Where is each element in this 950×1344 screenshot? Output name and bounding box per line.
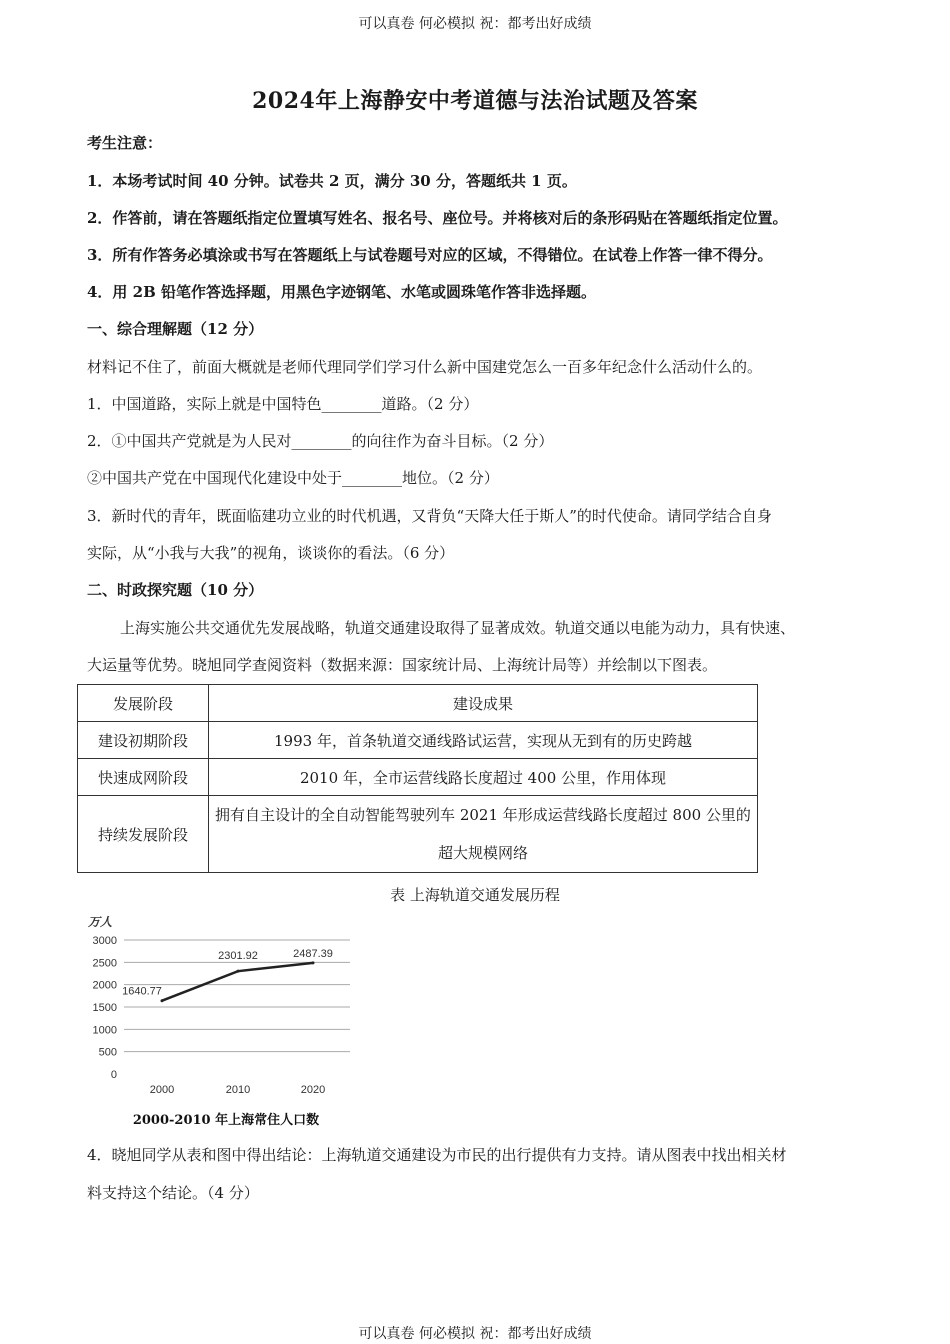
table-cell: 1993 年，首条轨道交通线路试运营，实现从无到有的历史跨越 [209,722,758,759]
question-1: 1．中国道路，实际上就是中国特色________道路。（2 分） [87,395,479,413]
page-header: 可以真卷 何必模拟 祝：都考出好成绩 [358,16,592,32]
y-tick-label: 1500 [92,1002,117,1014]
chart-title: 2000-2010 年上海常住人口数 [132,1113,320,1128]
y-tick-label: 2000 [92,979,117,992]
table-row [78,759,758,796]
question-3-line1: 3．新时代的青年，既面临建功立业的时代机遇，又背负“天降大任于斯人”的时代使命。请同学结合自身 [87,507,772,525]
question-3-line2: 实际，从“小我与大我”的视角，谈谈你的看法。（6 分） [87,544,455,562]
table-cell: 快速成网阶段 [78,759,209,796]
question-4-line1: 4．晓旭同学从表和图中得出结论：上海轨道交通建设为市民的出行提供有力支持。请从图表中找出相关材 [87,1146,787,1164]
table-cell: 拥有自主设计的全自动智能驾驶列车 2021 年形成运营线路长度超过 800 公里的超大规模网络 [209,796,758,873]
data-label: 2487.39 [293,947,333,960]
table-row [78,796,758,873]
data-label: 2301.92 [218,950,258,963]
development-table [77,684,758,873]
data-label: 1640.77 [122,985,162,998]
y-tick-label: 2500 [92,957,117,970]
population-line-chart [80,910,370,1135]
y-tick-label: 0 [110,1069,117,1081]
x-tick-label: 2020 [300,1084,326,1096]
data-point [312,961,315,964]
notice-item: 1．本场考试时间 40 分钟。试卷共 2 页，满分 30 分，答题纸共 1 页。 [87,172,577,190]
notice-item: 3．所有作答务必填涂或书写在答题纸上与试卷题号对应的区域，不得错位。在试卷上作答一律不得分。 [87,246,773,264]
y-tick-label: 500 [98,1046,117,1059]
notice-item: 2．作答前，请在答题纸指定位置填写姓名、报名号、座位号。并将核对后的条形码贴在答题纸指定位置。 [87,209,788,227]
data-point [237,970,240,973]
question-2b: ②中国共产党在中国现代化建设中处于________地位。（2 分） [87,469,499,487]
table-header-cell: 建设成果 [209,685,758,722]
section2-intro-line2: 大运量等优势。晓旭同学查阅资料（数据来源：国家统计局、上海统计局等）并绘制以下图表。 [87,656,718,674]
section1-heading: 一、综合理解题（12 分） [87,320,264,338]
data-point [161,999,164,1002]
page-title: 2024年上海静安中考道德与法治试题及答案 [252,88,698,114]
table-cell: 2010 年，全市运营线路长度超过 400 公里，作用体现 [209,759,758,796]
table-caption: 表 上海轨道交通发展历程 [390,886,560,904]
page-footer: 可以真卷 何必模拟 祝：都考出好成绩 [358,1326,592,1342]
x-tick-label: 2000 [149,1084,175,1096]
section1-material: 材料记不住了，前面大概就是老师代理同学们学习什么新中国建党怎么一百多年纪念什么活动什么的。 [87,358,763,376]
y-axis-label: 万人 [88,915,113,929]
y-tick-label: 1000 [92,1024,117,1037]
table-row [78,722,758,759]
table-header-cell: 发展阶段 [78,685,209,722]
notice-heading: 考生注意： [87,134,163,152]
x-tick-label: 2010 [225,1084,251,1096]
table-header-row [78,685,758,722]
question-4-line2: 料支持这个结论。（4 分） [87,1184,259,1202]
question-2a: 2．①中国共产党就是为人民对________的向往作为奋斗目标。（2 分） [87,432,554,450]
table-cell: 持续发展阶段 [78,796,209,873]
notice-item: 4．用 2B 铅笔作答选择题，用黑色字迹钢笔、水笔或圆珠笔作答非选择题。 [87,283,596,301]
section2-heading: 二、时政探究题（10 分） [87,581,264,599]
series-line [162,963,313,1001]
y-tick-label: 3000 [92,935,117,947]
table-cell: 建设初期阶段 [78,722,209,759]
section2-intro-line1: 上海实施公共交通优先发展战略，轨道交通建设取得了显著成效。轨道交通以电能为动力，具有快速、 [120,619,796,637]
